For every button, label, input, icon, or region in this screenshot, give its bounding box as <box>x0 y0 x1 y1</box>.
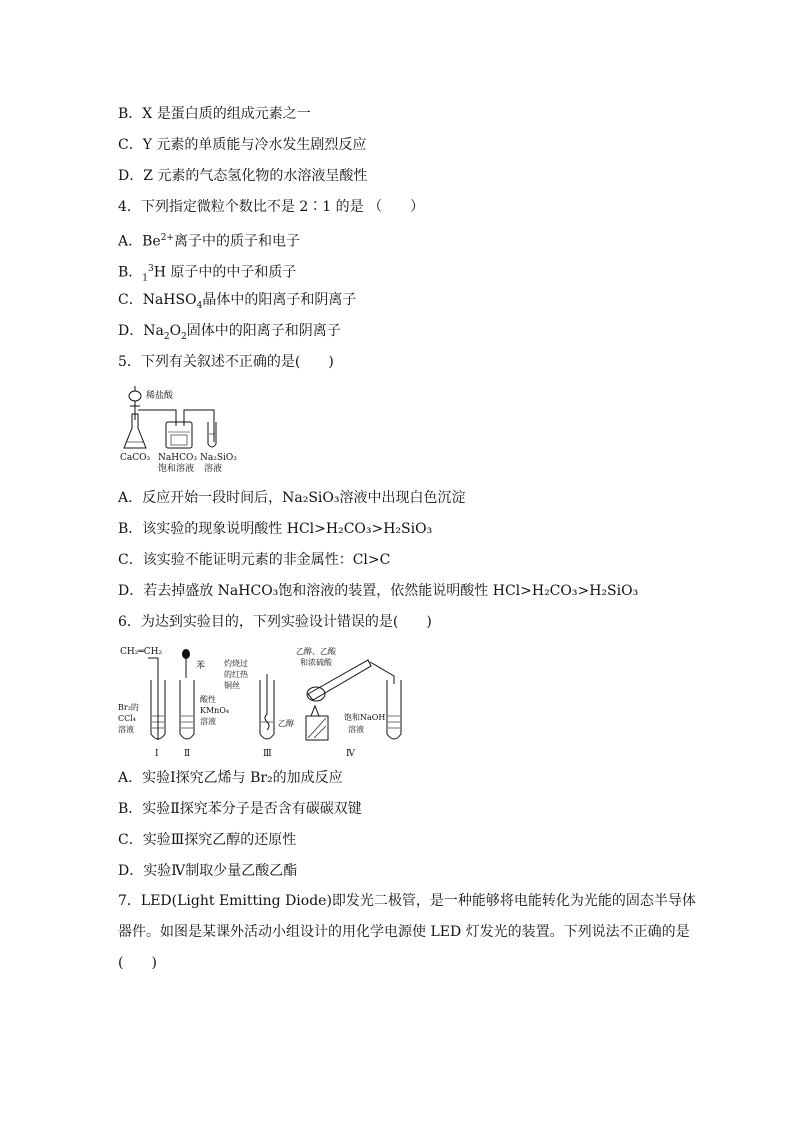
q5-apparatus-figure <box>118 382 237 474</box>
q4b-sup: 3 <box>148 264 154 274</box>
q4d-sub2: 2 <box>181 331 187 342</box>
fig6-cu-1: 灼烧过 <box>224 659 248 668</box>
q7-stem: 7．LED(Light Emitting Diode)即发光二极管，是一种能够将电能转化为光能的固态半导体器件。如图是某课外活动小组设计的用化学电源使 LED 灯发光的装置。下列说法不正确的是( ) <box>118 893 696 971</box>
q3-option-d: D．Z 元素的气态氢化物的水溶液呈酸性 <box>118 168 368 184</box>
fig5-hcl-label: 稀盐酸 <box>146 391 174 401</box>
q6-option-d: D．实验Ⅳ制取少量乙酸乙酯 <box>118 863 298 879</box>
q4-stem: 4．下列指定微粒个数比不是 2∶1 的是 （ ） <box>118 199 425 215</box>
q5-stem: 5．下列有关叙述不正确的是( ) <box>118 354 334 370</box>
fig6-label-2: Ⅱ <box>184 749 191 759</box>
fig6-mix-1: 乙醇、乙酸 <box>296 647 336 656</box>
fig6-label-1: Ⅰ <box>155 749 159 759</box>
q4d-post: 固体中的阳离子和阴离子 <box>186 323 341 339</box>
q6-option-b: B．实验Ⅱ探究苯分子是否含有碳碳双键 <box>118 801 362 817</box>
q4a-post: 离子中的质子和电子 <box>173 233 300 250</box>
fig6-naoh-1: 饱和NaOH <box>344 713 386 722</box>
q6-stem: 6．为达到实验目的，下列实验设计错误的是( ) <box>118 614 432 630</box>
fig5-nahco3-label2: 饱和溶液 <box>158 464 195 474</box>
q6-option-c: C．实验Ⅲ探究乙醇的还原性 <box>118 832 297 848</box>
fig6-br2-2: CCl₄ <box>118 714 137 723</box>
q4b-sub: 1 <box>142 273 149 284</box>
fig6-label-3: Ⅲ <box>263 749 272 759</box>
q4c-pre: C．NaHSO <box>118 292 197 308</box>
fig5-na2sio3-label2: 溶液 <box>204 464 223 474</box>
q4d-mid: O <box>169 323 182 339</box>
q4b-pre: B． <box>118 264 143 281</box>
q4b-post: H 原子中的中子和质子 <box>153 264 297 281</box>
q6-option-a: A．实验Ⅰ探究乙烯与 Br₂的加成反应 <box>118 770 343 786</box>
fig5-na2sio3-label: Na₂SiO₃ <box>200 453 237 463</box>
q4a-sup: 2+ <box>160 233 174 243</box>
q4d-pre: D．Na <box>118 323 164 339</box>
q4-option-b <box>118 259 296 288</box>
fig6-cu-2: 的红热 <box>224 670 248 679</box>
q5-option-a: A．反应开始一段时间后，Na₂SiO₃溶液中出现白色沉淀 <box>118 490 466 506</box>
q5-option-c: C．该实验不能证明元素的非金属性：Cl>C <box>118 552 391 568</box>
q4-option-d <box>118 321 341 347</box>
q3-option-c: C．Y 元素的单质能与冷水发生剧烈反应 <box>118 137 367 153</box>
fig6-ethanol: 乙醇 <box>278 719 294 728</box>
fig6-mix-2: 和浓硫酸 <box>300 658 332 667</box>
fig6-kmno4-1: 酸性 <box>200 695 216 704</box>
q3-option-b: B．X 是蛋白质的组成元素之一 <box>118 106 311 122</box>
fig6-cu-3: 铜丝 <box>224 681 240 690</box>
q4c-sub: 4 <box>196 300 203 311</box>
fig6-br2-1: Br₂的 <box>118 703 139 712</box>
q6-apparatus-figure <box>118 644 418 760</box>
fig6-label-4: Ⅳ <box>346 749 355 759</box>
q4c-post: 晶体中的阳离子和阴离子 <box>202 292 357 308</box>
q4d-sub1: 2 <box>163 331 170 342</box>
q5-option-b: B．该实验的现象说明酸性 HCl>H₂CO₃>H₂SiO₃ <box>118 521 433 537</box>
fig5-nahco3-label: NaHCO₃ <box>158 453 197 463</box>
q4a-pre: A．Be <box>118 233 161 250</box>
fig6-kmno4-3: 溶液 <box>200 717 216 726</box>
fig6-benzene: 苯 <box>196 661 206 671</box>
fig6-ethylene: CH₂═CH₂ <box>120 647 163 657</box>
q4-option-a <box>118 228 300 252</box>
fig6-naoh-2: 溶液 <box>348 725 364 734</box>
fig6-br2-3: 溶液 <box>118 725 134 734</box>
q5-option-d: D．若去掉盛放 NaHCO₃饱和溶液的装置，依然能说明酸性 HCl>H₂CO₃>H₂SiO₃ <box>118 583 639 599</box>
q4-option-c <box>118 290 356 316</box>
fig6-kmno4-2: KMnO₄ <box>200 706 230 715</box>
fig5-caco3-label: CaCO₃ <box>120 453 151 463</box>
